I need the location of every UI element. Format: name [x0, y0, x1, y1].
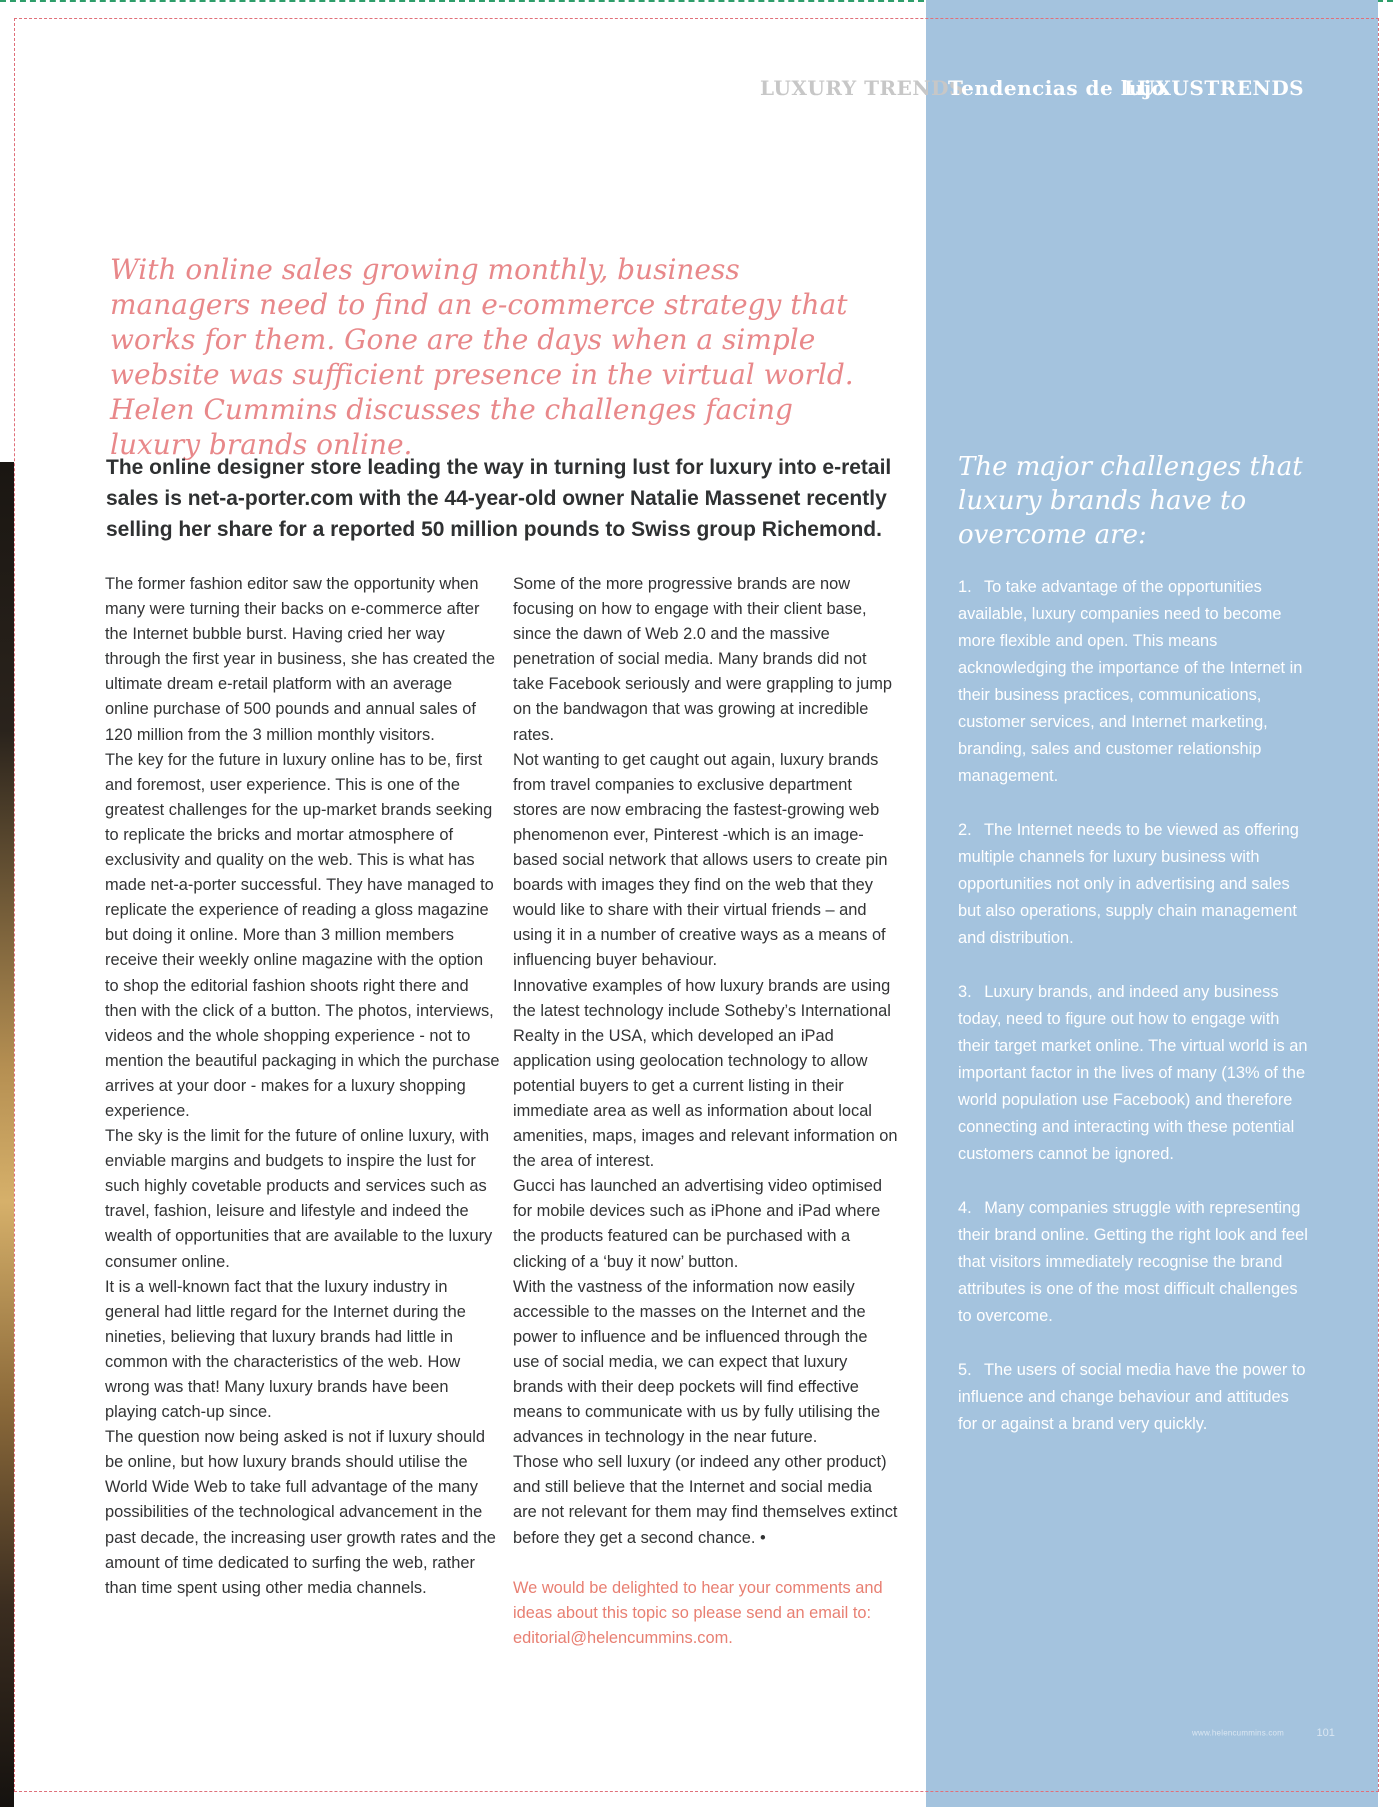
paragraph: Some of the more progressive brands are now focusing on how to engage with their client base, since the dawn of Web 2.0 and the massive penetration of social media. Many brands did not take Facebook seriously and were grappling to jump on the bandwagon that was growing at incredible rates.	[513, 575, 893, 744]
body-column-1	[105, 572, 500, 1601]
paragraph: With the vastness of the information now easily accessible to the masses on the Internet and the power to influence and be influenced through the use of social media, we can expect that luxury brands with their deep pockets will find effective means to communicate with us by fully utilising the advances in technology in the near future.	[513, 1277, 881, 1447]
adjacent-page-photo	[0, 462, 14, 1807]
list-item	[958, 817, 1308, 952]
list-item	[958, 1357, 1308, 1438]
list-item-number: 5.	[958, 1361, 972, 1379]
paragraph: The former fashion editor saw the opportunity when many were turning their backs on e-commerce after the Internet bubble burst. Having cried her way through the first year in business, she has created the ultimate dream e-retail platform with an average online purchase of 500 pounds and annual sales of 120 million from the 3 million monthly visitors.	[105, 575, 495, 744]
challenges-list	[958, 574, 1308, 1465]
paragraph: Innovative examples of how luxury brands are using the latest technology include Sotheby’s International Realty in the USA, which developed an iPad application using geolocation technology to allow potential buyers to get a current listing in their immediate area as well as information about local amenities, maps, images and relevant information on the area of interest.	[513, 976, 898, 1171]
list-item-text: To take advantage of the opportunities available, luxury companies need to become more flexible and open. This means acknowledging the importance of the Internet in their business practices, communications, customer services, and Internet marketing, branding, sales and customer relationship management.	[958, 578, 1303, 785]
list-item-text: Many companies struggle with representing their brand online. Getting the right look and feel that visitors immediately recognise the brand attributes is one of the most difficult challenges to overcome.	[958, 1199, 1308, 1325]
contact-callout: We would be delighted to hear your comments and ideas about this topic so please send an email to: editorial@helencummins.com.	[513, 1578, 883, 1647]
paragraph: The question now being asked is not if luxury should be online, but how luxury brands should utilise the World Wide Web to take full advantage of the many possibilities of the technological advancement in the past decade, the increasing user growth rates and the amount of time dedicated to surfing the web, rather than time spent using other media channels.	[105, 1428, 496, 1597]
list-item	[958, 574, 1308, 790]
list-item-text: The Internet needs to be viewed as offering multiple channels for luxury business with opportunities not only in advertising and sales but also operations, supply chain management and distribution.	[958, 821, 1299, 947]
list-item-number: 3.	[958, 983, 972, 1001]
header-label-en: LUXURY TRENDS	[760, 76, 964, 100]
list-item-number: 1.	[958, 578, 972, 596]
body-column-2	[513, 572, 898, 1651]
header-label-es: Tendencias de lujo	[948, 76, 1166, 100]
paragraph: Gucci has launched an advertising video optimised for mobile devices such as iPhone and iPad where the products featured can be purchased with a clicking of a ‘buy it now’ button.	[513, 1177, 883, 1271]
lead-paragraph: The online designer store leading the way in turning lust for luxury into e-retail sales is net-a-porter.com with the 44-year-old owner Natalie Massenet recently selling her share for a reported 50 million pounds to Swiss group Richemond.	[106, 456, 892, 541]
paragraph: Not wanting to get caught out again, luxury brands from travel companies to exclusive department stores are now embracing the fastest-growing web phenomenon ever, Pinterest -which is an image-based social network that allows users to create pin boards with images they find on the web that they would like to share with their virtual friends – and using it in a number of creative ways as a means of influencing buyer behaviour.	[513, 750, 888, 970]
intro-pull-quote: With online sales growing monthly, business managers need to find an e-commerce strategy that works for them. Gone are the days when a simple website was sufficient presence in the virtual world. Helen Cummins discusses the challenges facing luxury brands online.	[110, 253, 854, 461]
list-item	[958, 1195, 1308, 1330]
list-item	[958, 979, 1308, 1168]
paragraph: The key for the future in luxury online has to be, first and foremost, user experience. This is one of the greatest challenges for the up-market brands seeking to replicate the bricks and mortar atmosphere of exclusivity and quality on the web. This is what has made net-a-porter successful. They have managed to replicate the experience of reading a gloss magazine but doing it online. More than 3 million members receive their weekly online magazine with the option to shop the editorial fashion shoots right there and then with the click of a button. The photos, interviews, videos and the whole shopping experience - not to mention the beautiful packaging in which the purchase arrives at your door - makes for a luxury shopping experience.	[105, 750, 500, 1120]
footer-url[interactable]: www.helencummins.com	[1192, 1728, 1285, 1738]
paragraph: The sky is the limit for the future of online luxury, with enviable margins and budgets to inspire the lust for such highly covetable products and services such as travel, fashion, leisure and lifestyle and indeed the wealth of opportunities that are available to the luxury consumer online.	[105, 1127, 493, 1271]
list-item-text: The users of social media have the power to influence and change behaviour and attitudes for or against a brand very quickly.	[958, 1361, 1306, 1433]
list-item-text: Luxury brands, and indeed any business today, need to figure out how to engage with their target market online. The virtual world is an important factor in the lives of many (13% of the world population use Facebook) and therefore connecting and interacting with these potential customers cannot be ignored.	[958, 983, 1308, 1163]
page-footer	[1192, 1724, 1335, 1742]
header-label-de: LUXUSTRENDS	[1124, 76, 1305, 100]
sidebar-title: The major challenges that luxury brands have to overcome are:	[958, 452, 1303, 550]
page-number: 101	[1316, 1726, 1335, 1739]
paragraph: Those who sell luxury (or indeed any other product) and still believe that the Internet and social media are not relevant for them may find themselves extinct before they get a second chance. •	[513, 1453, 898, 1547]
list-item-number: 2.	[958, 821, 972, 839]
list-item-number: 4.	[958, 1199, 972, 1217]
paragraph: It is a well-known fact that the luxury industry in general had little regard for the Internet during the nineties, believing that luxury brands had little in common with the characteristics of the web. How wrong was that! Many luxury brands have been playing catch-up since.	[105, 1277, 466, 1422]
